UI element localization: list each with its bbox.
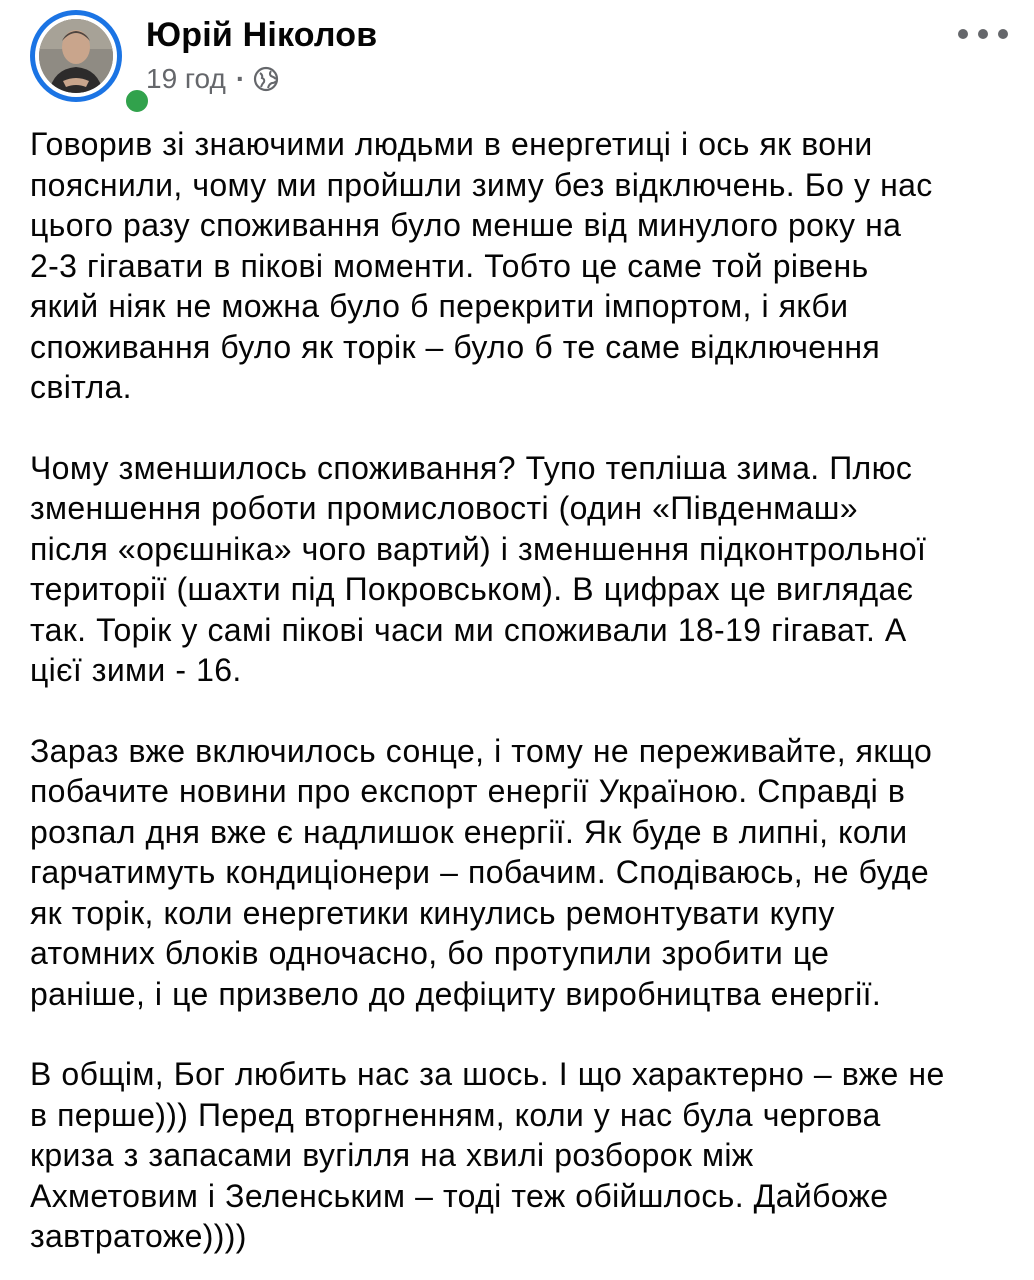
post-meta xyxy=(146,62,279,96)
text-line: Чому зменшилось споживання? Тупо тепліша зима. Плюс xyxy=(30,449,913,486)
text-line: пояснили, чому ми пройшли зиму без відключень. Бо у нас xyxy=(30,166,933,203)
text-line: гарчатимуть кондиціонери – побачим. Сподіваюсь, не буде xyxy=(30,854,930,890)
text-line: який ніяк не можна було б перекрити імпортом, і якби xyxy=(30,288,849,324)
more-dot-icon xyxy=(958,29,968,39)
post-text xyxy=(30,124,1015,1257)
text-line: криза з запасами вугілля на хвилі розборок між xyxy=(30,1137,754,1173)
text-line: атомних блоків одночасно, бо протупили зробити це xyxy=(30,935,830,971)
post-timestamp[interactable]: 19 год xyxy=(146,63,226,94)
text-line: побачите новини про експорт енергії Україною. Справді в xyxy=(30,773,906,809)
text-line: споживання було як торік – було б те саме відключення xyxy=(30,328,881,365)
text-line: цієї зими - 16. xyxy=(30,652,242,688)
post-paragraph xyxy=(30,124,1015,408)
text-line: світла. xyxy=(30,369,132,405)
text-line: так. Торік у самі пікові часи ми споживали 18-19 гігават. А xyxy=(30,611,907,648)
text-line: Зараз вже включилось сонце, і тому не переживайте, якщо xyxy=(30,732,933,769)
more-dot-icon xyxy=(978,29,988,39)
text-line: Говорив зі знаючими людьми в енергетиці і ось як вони xyxy=(30,126,873,162)
text-line: розпал дня вже є надлишок енергії. Як буде в липні, коли xyxy=(30,813,908,850)
text-line: як торік, коли енергетики кинулись ремонтувати купу xyxy=(30,894,835,931)
text-line: після «орєшніка» чого вартий) і зменшення підконтрольної xyxy=(30,530,927,567)
text-line: раніше, і це призвело до дефіциту виробництва енергії. xyxy=(30,975,882,1012)
text-line: Ахметовим і Зеленським – тоді теж обійшлось. Дайбоже xyxy=(30,1177,889,1214)
post-paragraph xyxy=(30,1054,1015,1257)
more-dot-icon xyxy=(998,29,1008,39)
text-line: 2-3 гігавати в пікові моменти. Тобто це саме той рівень xyxy=(30,247,869,284)
post-header xyxy=(0,0,1034,120)
text-line: в перше))) Перед вторгненням, коли у нас була чергова xyxy=(30,1096,881,1133)
paragraph-gap xyxy=(30,691,1015,731)
avatar-photo xyxy=(39,19,113,93)
text-line: В общім, Бог любить нас за шось. І що характерно – вже не xyxy=(30,1056,945,1092)
globe-icon[interactable] xyxy=(253,66,279,92)
avatar[interactable] xyxy=(30,10,126,106)
text-line: цього разу споживання було менше від минулого року на xyxy=(30,207,902,243)
text-line: території (шахти під Покровськом). В цифрах це виглядає xyxy=(30,571,914,607)
post-paragraph xyxy=(30,731,1015,1015)
more-options-button[interactable] xyxy=(958,24,1008,44)
meta-separator: · xyxy=(235,63,246,94)
text-line: зменшення роботи промисловості (один «Південмаш» xyxy=(30,490,858,526)
paragraph-gap xyxy=(30,1014,1015,1054)
post-paragraph xyxy=(30,448,1015,691)
text-line: завтратоже)))) xyxy=(30,1218,247,1254)
profile-photo-icon xyxy=(39,19,113,93)
author-name[interactable]: Юрій Ніколов xyxy=(146,16,378,54)
paragraph-gap xyxy=(30,408,1015,448)
